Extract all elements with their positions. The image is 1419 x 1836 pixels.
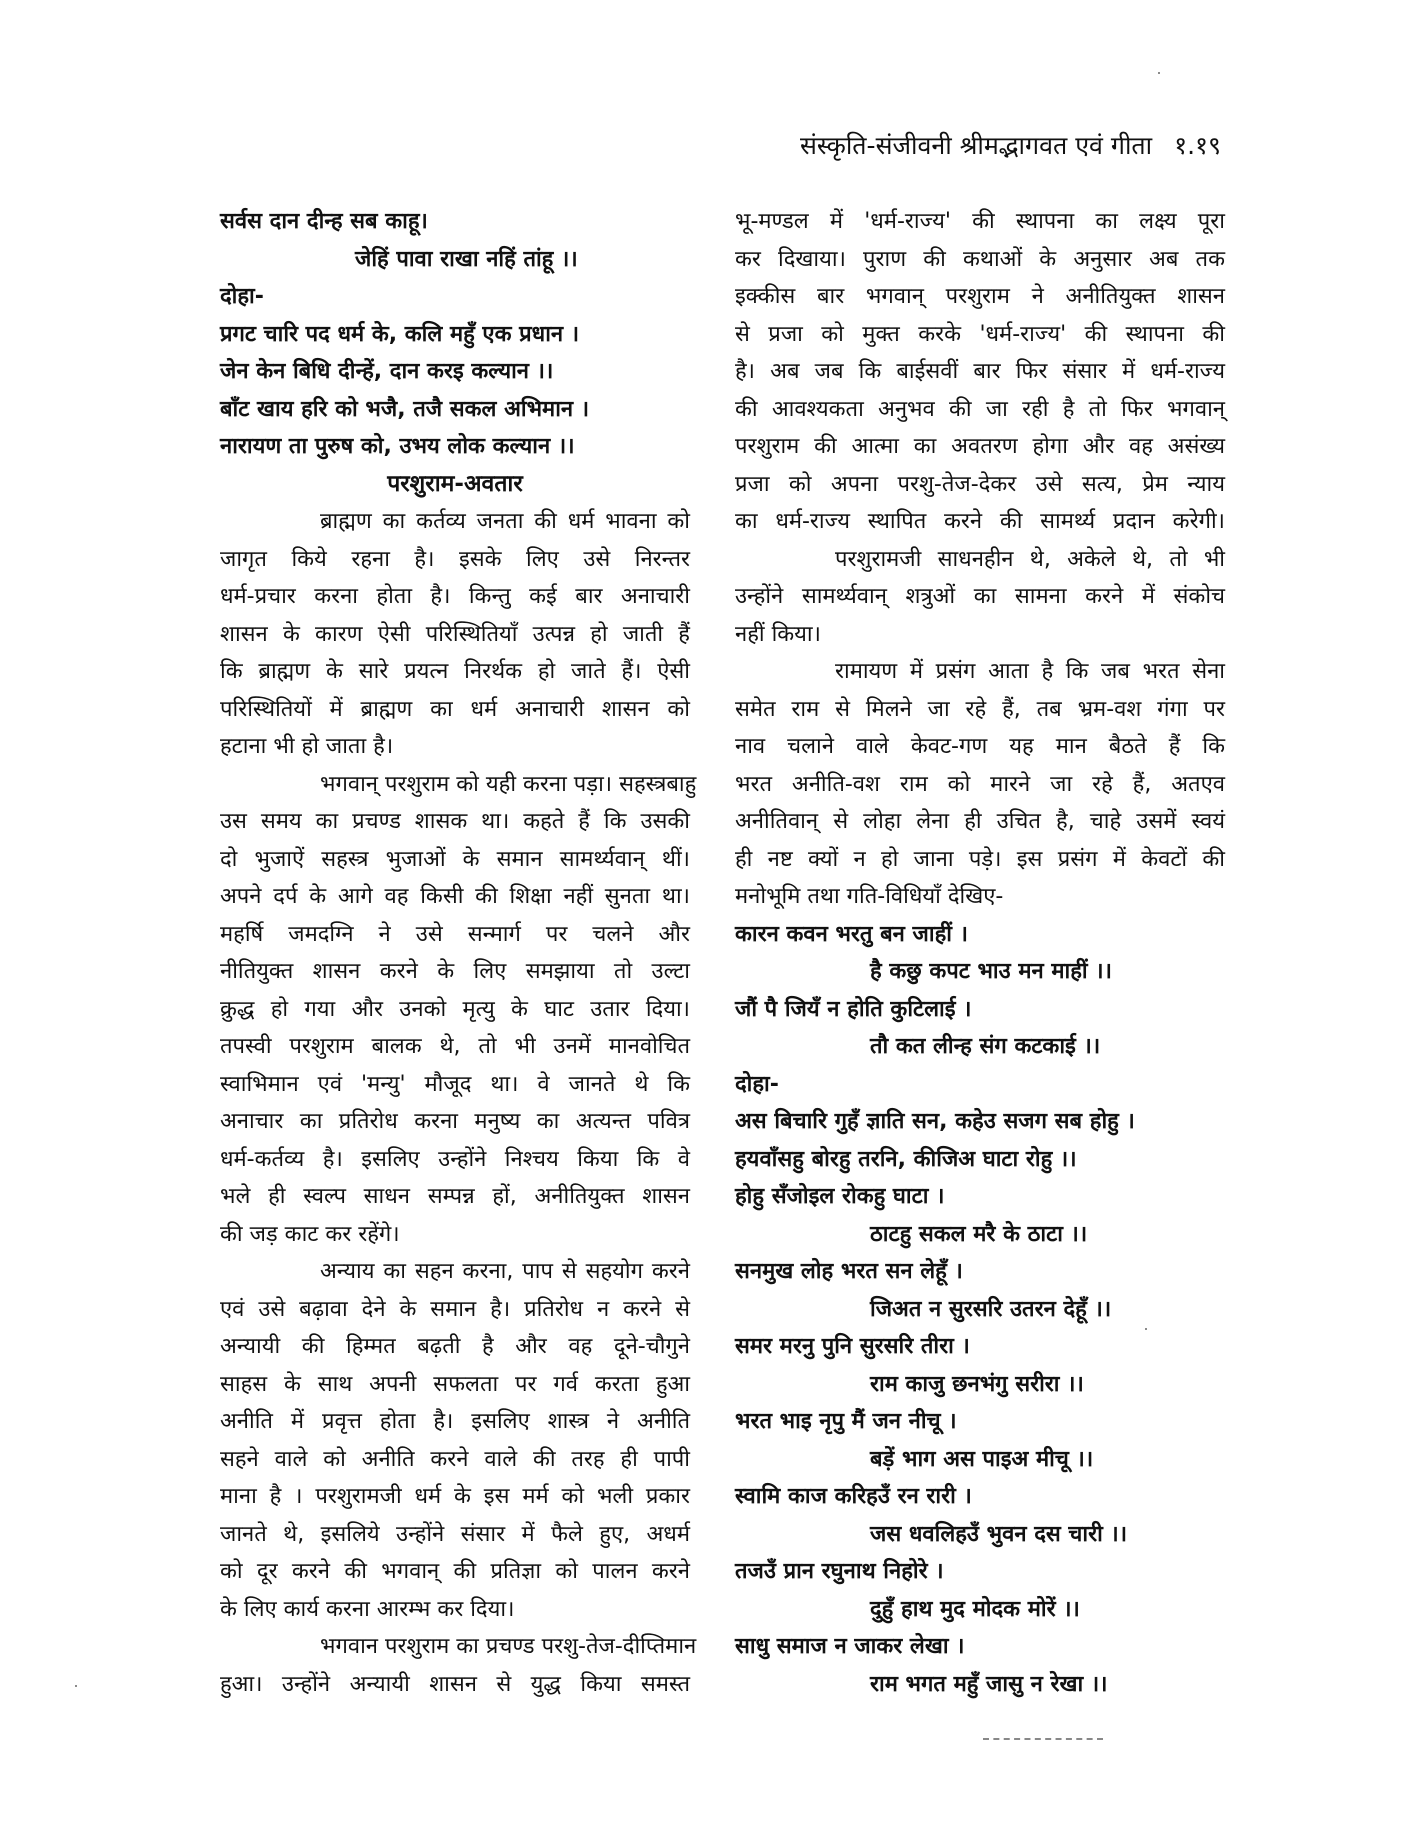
text-line: अनीति में प्रवृत्त होता है। इसलिए शास्त्र ने अनीति (220, 1409, 690, 1434)
text-line: हटाना भी हो जाता है। (220, 734, 394, 759)
verse-line: तजउँ प्रान रघुनाथ निहोरे । (735, 1559, 944, 1584)
text-line: भू-मण्डल में 'धर्म-राज्य' की स्थापना का लक्ष्य पूरा (735, 209, 1225, 234)
text-line: कर दिखाया। पुराण की कथाओं के अनुसार अब तक (735, 246, 1225, 272)
text-line: भगवान परशुराम का प्रचण्ड परशु-तेज-दीप्तिमान (320, 1634, 697, 1659)
text-line: हुआ। उन्होंने अन्यायी शासन से युद्ध किया समस्त (220, 1671, 690, 1697)
verse-line: बड़ें भाग अस पाइअ मीचू ।। (870, 1446, 1094, 1472)
verse-line: कारन कवन भरतु बन जाहीं । (735, 921, 968, 947)
verse-line: है कछु कपट भाउ मन माहीं ।। (870, 959, 1112, 984)
text-line: शासन के कारण ऐसी परिस्थितियाँ उत्पन्न हो जाती हैं (220, 621, 690, 647)
verse-line: साधु समाज न जाकर लेखा । (735, 1634, 965, 1659)
text-line: समेत राम से मिलने जा रहे हैं, तब भ्रम-वश गंगा पर (735, 696, 1225, 722)
doha-line: अस बिचारि गुहँ ज्ञाति सन, कहेउ सजग सब होहु । (735, 1109, 1135, 1134)
verse-line: तौ कत लीन्ह संग कटकाई ।। (870, 1034, 1101, 1059)
paragraph (220, 1253, 690, 1628)
text-line: नाव चलाने वाले केवट-गण यह मान बैठते हैं कि (735, 734, 1225, 759)
text-line: की आवश्यकता अनुभव की जा रही है तो फिर भगवान् (735, 396, 1225, 422)
text-line: महर्षि जमदग्नि ने उसे सन्मार्ग पर चलने और (220, 921, 690, 947)
text-line: रामायण में प्रसंग आता है कि जब भरत सेना (835, 659, 1225, 684)
scan-speck (1158, 72, 1160, 74)
text-line: भले ही स्वल्प साधन सम्पन्न हों, अनीतियुक्त शासन (220, 1184, 690, 1209)
scan-dash-marks (983, 1738, 1103, 1742)
text-line: का धर्म-राज्य स्थापित करने की सामर्थ्य प्रदान करेगी। (735, 509, 1225, 534)
verse-line: जेहिं पावा राखा नहिं तांहू ।। (355, 246, 578, 272)
verse-line: स्वामि काज करिहउँ रन रारी । (735, 1484, 972, 1509)
verse-line: होहु सँजोइल रोकहु घाटा । (735, 1184, 945, 1209)
paragraph (735, 653, 1225, 916)
verse-line: सनमुख लोह भरत सन लेहूँ । (735, 1259, 963, 1284)
doha-line: जेन केन बिधि दीन्हें, दान करइ कल्यान ।। (220, 359, 554, 384)
text-line: धर्म-कर्तव्य है। इसलिए उन्होंने निश्चय किया कि वे (220, 1146, 690, 1172)
text-line: के लिए कार्य करना आरम्भ कर दिया। (220, 1596, 515, 1622)
text-line: कि ब्राह्मण के सारे प्रयत्न निरर्थक हो जाते हैं। ऐसी (220, 659, 690, 684)
text-line: स्वाभिमान एवं 'मन्यु' मौजूद था। वे जानते थे कि (220, 1071, 690, 1097)
text-line: माना है । परशुरामजी धर्म के इस मर्म को भली प्रकार (220, 1484, 690, 1509)
verse-line: राम काजु छनभंगु सरीरा ।। (870, 1371, 1084, 1397)
text-line: की जड़ काट कर रहेंगे। (220, 1221, 400, 1247)
verse-line: जिअत न सुरसरि उतरन देहूँ ।। (870, 1296, 1112, 1322)
text-line: भरत अनीति-वश राम को मारने जा रहे हैं, अतएव (735, 771, 1225, 797)
page-number: १.१९ (1174, 131, 1222, 160)
text-line: तपस्वी परशुराम बालक थे, तो भी उनमें मानवोचित (220, 1034, 690, 1059)
text-line: है। अब जब कि बाईसवीं बार फिर संसार में धर्म-राज्य (735, 359, 1225, 384)
text-line: परशुराम की आत्मा का अवतरण होगा और वह असंख्य (735, 434, 1225, 459)
doha-line: बाँट खाय हरि को भजै, तजै सकल अभिमान । (220, 396, 590, 422)
paragraph (220, 1628, 697, 1703)
doha-line: प्रगट चारि पद धर्म के, कलि महुँ एक प्रधान । (220, 321, 580, 347)
paragraph (735, 541, 1225, 654)
verse-line: सर्वस दान दीन्ह सब काहू। (220, 209, 428, 234)
text-line: से प्रजा को मुक्त करके 'धर्म-राज्य' की स्थापना की (735, 321, 1225, 347)
text-line: अन्यायी की हिम्मत बढ़ती है और वह दूने-चौगुने (220, 1334, 690, 1359)
paragraph (220, 766, 697, 1254)
text-line: भगवान् परशुराम को यही करना पड़ा। सहस्त्रबाहु (320, 771, 697, 797)
text-line: मनोभूमि तथा गति-विधियाँ देखिए- (735, 884, 1004, 909)
text-line: अनाचार का प्रतिरोध करना मनुष्य का अत्यन्त पवित्र (220, 1109, 690, 1134)
doha-label: दोहा- (735, 1071, 779, 1097)
left-column (220, 203, 697, 1703)
text-line: नहीं किया। (735, 621, 821, 647)
paragraph (735, 203, 1225, 541)
paragraph (220, 503, 690, 766)
text-line: परिस्थितियों में ब्राह्मण का धर्म अनाचारी शासन को (220, 696, 690, 722)
verse-line: दुहुँ हाथ मुद मोदक मोरें ।। (870, 1596, 1080, 1622)
text-line: दो भुजाऐं सहस्त्र भुजाओं के समान सामर्थ्यवान् थीं। (220, 846, 690, 872)
verse-line: ठाटहु सकल मरै के ठाटा ।। (870, 1221, 1088, 1247)
text-line: को दूर करने की भगवान् की प्रतिज्ञा को पालन करने (220, 1559, 690, 1584)
text-line: ही नष्ट क्यों न हो जाना पड़े। इस प्रसंग में केवटों की (735, 846, 1225, 872)
text-line: ब्राह्मण का कर्तव्य जनता की धर्म भावना को (320, 509, 690, 534)
text-line: उन्होंने सामर्थ्यवान् शत्रुओं का सामना करने में संकोच (735, 584, 1225, 609)
text-line: क्रुद्ध हो गया और उनको मृत्यु के घाट उतार दिया। (220, 996, 690, 1022)
text-line: अन्याय का सहन करना, पाप से सहयोग करने (320, 1259, 690, 1284)
section-title: परशुराम-अवतार (387, 470, 523, 497)
doha-line: नारायण ता पुरुष को, उभय लोक कल्यान ।। (220, 434, 575, 459)
scan-speck (75, 1685, 77, 1687)
chaupai-block (735, 1178, 1225, 1703)
running-header (800, 128, 1320, 162)
verse-line: समर मरनु पुनि सुरसरि तीरा । (735, 1334, 970, 1359)
text-line: इक्कीस बार भगवान् परशुराम ने अनीतियुक्त शासन (735, 284, 1225, 309)
header-title: संस्कृति-संजीवनी श्रीमद्भागवत एवं गीता (800, 131, 1153, 160)
verse-line: जस धवलिहउँ भुवन दस चारी ।। (870, 1521, 1128, 1547)
text-line: परशुरामजी साधनहीन थे, अकेले थे, तो भी (835, 546, 1225, 572)
text-line: अपने दर्प के आगे वह किसी की शिक्षा नहीं सुनता था। (220, 884, 690, 909)
verse-line: राम भगत महुँ जासु न रेखा ।। (870, 1671, 1108, 1697)
text-line: साहस के साथ अपनी सफलता पर गर्व करता हुआ (220, 1371, 690, 1397)
text-line: अनीतिवान् से लोहा लेना ही उचित है, चाहे उसमें स्वयं (735, 809, 1225, 834)
text-line: एवं उसे बढ़ावा देने के समान है। प्रतिरोध न करने से (220, 1296, 690, 1322)
text-line: उस समय का प्रचण्ड शासक था। कहते हैं कि उसकी (220, 809, 690, 834)
text-line: सहने वाले को अनीति करने वाले की तरह ही पापी (220, 1446, 690, 1472)
doha-label: दोहा- (220, 284, 264, 309)
text-line: प्रजा को अपना परशु-तेज-देकर उसे सत्य, प्रेम न्याय (735, 471, 1225, 497)
verse-line: जौं पै जियँ न होति कुटिलाई । (735, 996, 972, 1022)
doha-line: हयवाँसहु बोरहु तरनि, कीजिअ घाटा रोहु ।। (735, 1146, 1077, 1172)
right-column (735, 203, 1225, 1703)
verse-line: भरत भाइ नृपु मैं जन नीचू । (735, 1409, 957, 1434)
text-line: जानते थे, इसलिये उन्होंने संसार में फैले हुए, अधर्म (220, 1521, 690, 1547)
text-line: जागृत किये रहना है। इसके लिए उसे निरन्तर (220, 546, 690, 572)
text-line: नीतियुक्त शासन करने के लिए समझाया तो उल्टा (220, 959, 690, 984)
scan-speck (1145, 1328, 1147, 1330)
text-line: धर्म-प्रचार करना होता है। किन्तु कई बार अनाचारी (220, 584, 690, 609)
